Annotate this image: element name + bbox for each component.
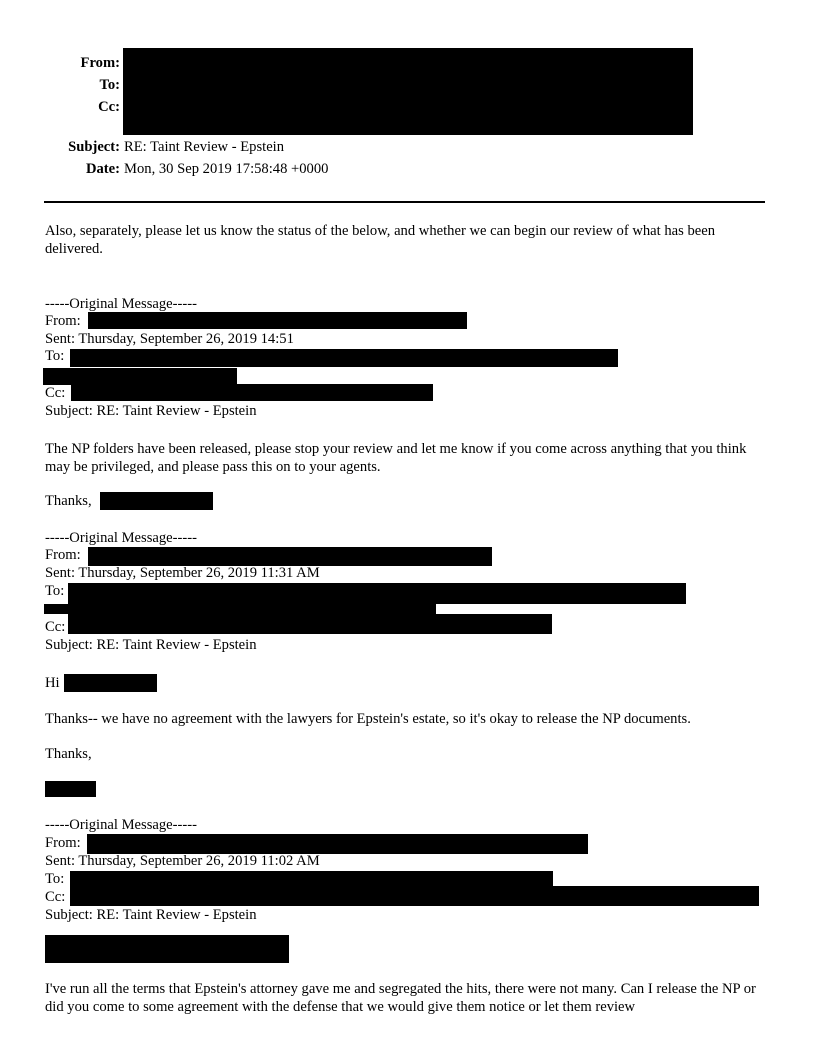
to-redaction-2a	[68, 583, 686, 604]
header-divider	[44, 201, 765, 203]
sent-line-3: Sent: Thursday, September 26, 2019 11:02 AM	[45, 853, 320, 869]
to-label: To:	[99, 77, 120, 93]
to-redaction-2b	[44, 604, 436, 614]
separator-2: -----Original Message-----	[45, 530, 197, 546]
from-line-2: From:	[45, 547, 81, 563]
subject-line-2: Subject: RE: Taint Review - Epstein	[45, 637, 257, 653]
greeting-2: Hi	[45, 675, 60, 691]
message-1-paragraph: The NP folders have been released, please stop your review and let me know if you come across anything that you think may be privileged, and please pass this on to your agents.	[45, 441, 747, 475]
signature-redaction-2	[45, 781, 96, 797]
message-2-paragraph: Thanks-- we have no agreement with the lawyers for Epstein's estate, so it's okay to release the NP documents.	[45, 711, 691, 727]
to-line-2: To:	[45, 583, 65, 599]
to-redaction-3	[70, 871, 553, 887]
date-label: Date:	[85, 161, 120, 177]
cc-line-1: Cc:	[45, 385, 66, 401]
to-redaction-1a	[70, 349, 618, 367]
date-value: Mon, 30 Sep 2019 17:58:48 +0000	[124, 161, 329, 177]
cc-label: Cc:	[98, 99, 120, 115]
salutation-redaction-3	[45, 935, 289, 963]
subject-line-1: Subject: RE: Taint Review - Epstein	[45, 403, 257, 419]
cc-redaction-1	[71, 384, 433, 401]
cc-redaction-3	[70, 886, 759, 906]
signoff-1: Thanks,	[45, 493, 92, 509]
from-redaction-2	[88, 547, 492, 566]
header-recipients-redaction	[123, 48, 693, 135]
separator-3: -----Original Message-----	[45, 817, 197, 833]
subject-line-3: Subject: RE: Taint Review - Epstein	[45, 907, 257, 923]
signoff-2: Thanks,	[45, 746, 92, 762]
cc-line-2: Cc:	[45, 619, 66, 635]
to-line-3: To:	[45, 871, 65, 887]
sent-line-1: Sent: Thursday, September 26, 2019 14:51	[45, 331, 294, 347]
intro-paragraph: Also, separately, please let us know the status of the below, and whether we can begin our review of what has been delivered.	[45, 223, 716, 257]
subject-value: RE: Taint Review - Epstein	[124, 139, 285, 155]
to-line-1: To:	[45, 348, 65, 364]
from-line-3: From:	[45, 835, 81, 851]
sent-line-2: Sent: Thursday, September 26, 2019 11:31 AM	[45, 565, 320, 581]
cc-line-3: Cc:	[45, 889, 66, 905]
from-redaction-3	[87, 834, 588, 854]
greeting-name-redaction	[64, 674, 157, 692]
from-redaction-1	[88, 312, 467, 329]
signature-redaction-1	[100, 492, 213, 510]
from-line-1: From:	[45, 313, 81, 329]
cc-redaction-2	[68, 614, 552, 634]
from-label: From:	[80, 55, 120, 71]
separator-1: -----Original Message-----	[45, 296, 197, 312]
to-redaction-1b	[43, 368, 237, 385]
subject-label: Subject:	[68, 139, 120, 155]
message-3-paragraph: I've run all the terms that Epstein's attorney gave me and segregated the hits, there were not many. Can I release the NP or did you come to some agreement with the defense that we would give them notice or let them review	[45, 981, 756, 1015]
